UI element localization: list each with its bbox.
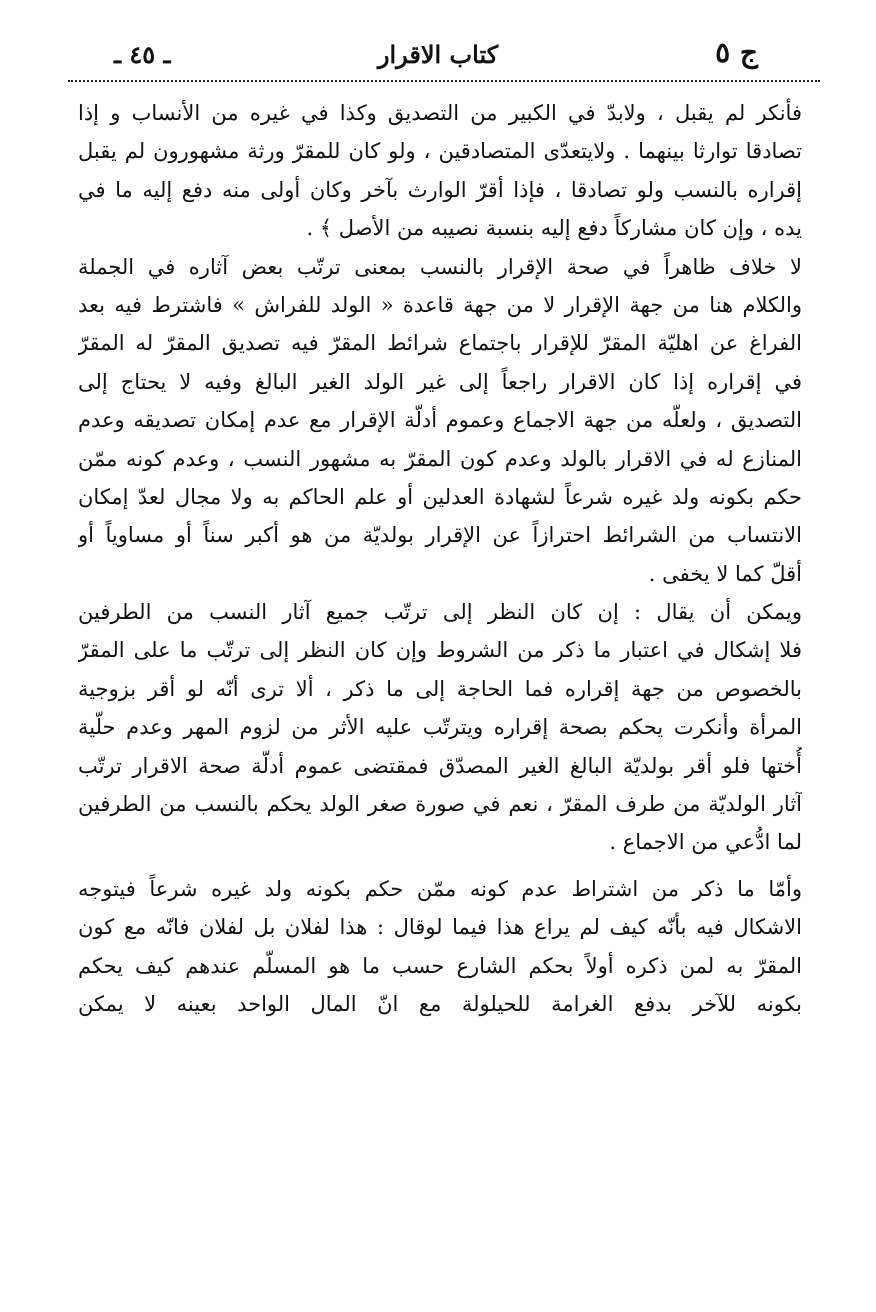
text-line: في إقراره إذا كان الاقرار راجعاً إلى غير الولد الغير البالغ وفيه لا يحتاج إلى — [78, 369, 802, 394]
text-line: إقراره بالنسب ولو تصادقا ، فإذا أقرّ الوارث بآخر وكان أولى منه دفع إليه ما في — [78, 177, 802, 202]
page-header — [70, 34, 806, 74]
text-line: التصديق ، ولعلّه من جهة الاجماع وعموم أدلّة الإقرار مع عدم إمكان تصديقه وعدم — [78, 408, 802, 433]
text-line: لا خلاف ظاهراً في صحة الإقرار بالنسب بمعنى ترتّب بعض آثاره في الجملة — [78, 254, 802, 279]
text-line: آثار الولديّة من طرف المقرّ ، نعم في صورة صغر الولد يحكم بالنسب من الطرفين — [78, 792, 802, 817]
text-line: الاشكال فيه بأنّه كيف لم يراع هذا فيما لوقال : هذا لفلان بل لفلان فانّه مع كون — [78, 915, 802, 940]
text-line: حكم بكونه ولد غيره شرعاً لشهادة العدلين أو علم الحاكم به ولا مجال لعدّ إمكان — [78, 484, 802, 509]
volume-number: ج ٥ — [715, 36, 758, 69]
paragraph — [78, 870, 802, 1024]
header-divider — [68, 80, 820, 82]
paragraph-spacer — [78, 862, 802, 870]
text-line: يده ، وإن كان مشاركاً دفع إليه بنسبة نصيبه من الأصل ﴾ . — [306, 216, 802, 241]
text-line: بكونه للآخر بدفع الغرامة للحيلولة مع انّ المال الواحد بعينه لا يمكن — [78, 991, 802, 1016]
text-line: فأنكر لم يقبل ، ولابدّ في الكبير من التصديق وكذا في غيره من الأنساب و إذا — [78, 101, 802, 125]
text-line: أُختها فلو أقر بولديّة البالغ الغير المصدّق فمقتضى عموم أدلّة صحة الاقرار ترتّب — [78, 753, 802, 778]
body-text — [78, 94, 802, 1023]
text-line: تصادقا توارثا بينهما . ولايتعدّى المتصادقين ، ولو كان للمقرّ ورثة مشهورون لم يقبل — [78, 139, 802, 164]
text-line: أقلّ كما لا يخفى . — [648, 561, 802, 586]
text-line: المقرّ به لمن ذكره أولاً بحكم الشارع حسب ما هو المسلّم عندهم كيف يحكم — [78, 953, 802, 978]
text-line: وأمّا ما ذكر من اشتراط عدم كونه ممّن حكم بكونه ولد غيره شرعاً فيتوجه — [78, 876, 802, 901]
paragraph — [78, 248, 802, 594]
text-line: فلا إشكال في اعتبار ما ذكر من الشروط وإن كان النظر إلى ترتّب ما على المقرّ — [78, 638, 802, 663]
text-line: الانتساب من الشرائط احترازاً عن الإقرار بولديّة من هو أكبر سناً أو مساوياً أو — [78, 523, 802, 548]
text-line: المرأة وأنكرت يحكم بصحة إقراره ويترتّب عليه الأثر من لزوم المهر وعدم حلّية — [78, 715, 802, 740]
paragraph — [78, 593, 802, 862]
text-line: المنازع له في الاقرار بالولد وعدم كون المقرّ به مشهور النسب ، وعدم كونه ممّن — [78, 446, 802, 471]
text-line: ويمكن أن يقال : إن كان النظر إلى ترتّب جميع آثار النسب من الطرفين — [78, 600, 802, 625]
page-number: ـ ٤٥ ـ — [114, 40, 171, 69]
text-line: الفراغ عن اهليّة المقرّ للإقرار باجتماع شرائط المقرّ فيه تصديق المقرّ له المقرّ — [78, 331, 802, 356]
text-line: والكلام هنا من جهة الإقرار لا من جهة قاعدة « الولد للفراش » فاشترط فيه بعد — [78, 292, 802, 317]
text-line: لما ادُّعي من الاجماع . — [609, 830, 802, 855]
paragraph — [78, 94, 802, 248]
book-title: كتاب الاقرار — [377, 40, 499, 69]
text-line: بالخصوص من جهة إقراره فما الحاجة إلى ما ذكر ، ألا ترى أنّه لو أقر بزوجية — [78, 676, 802, 701]
